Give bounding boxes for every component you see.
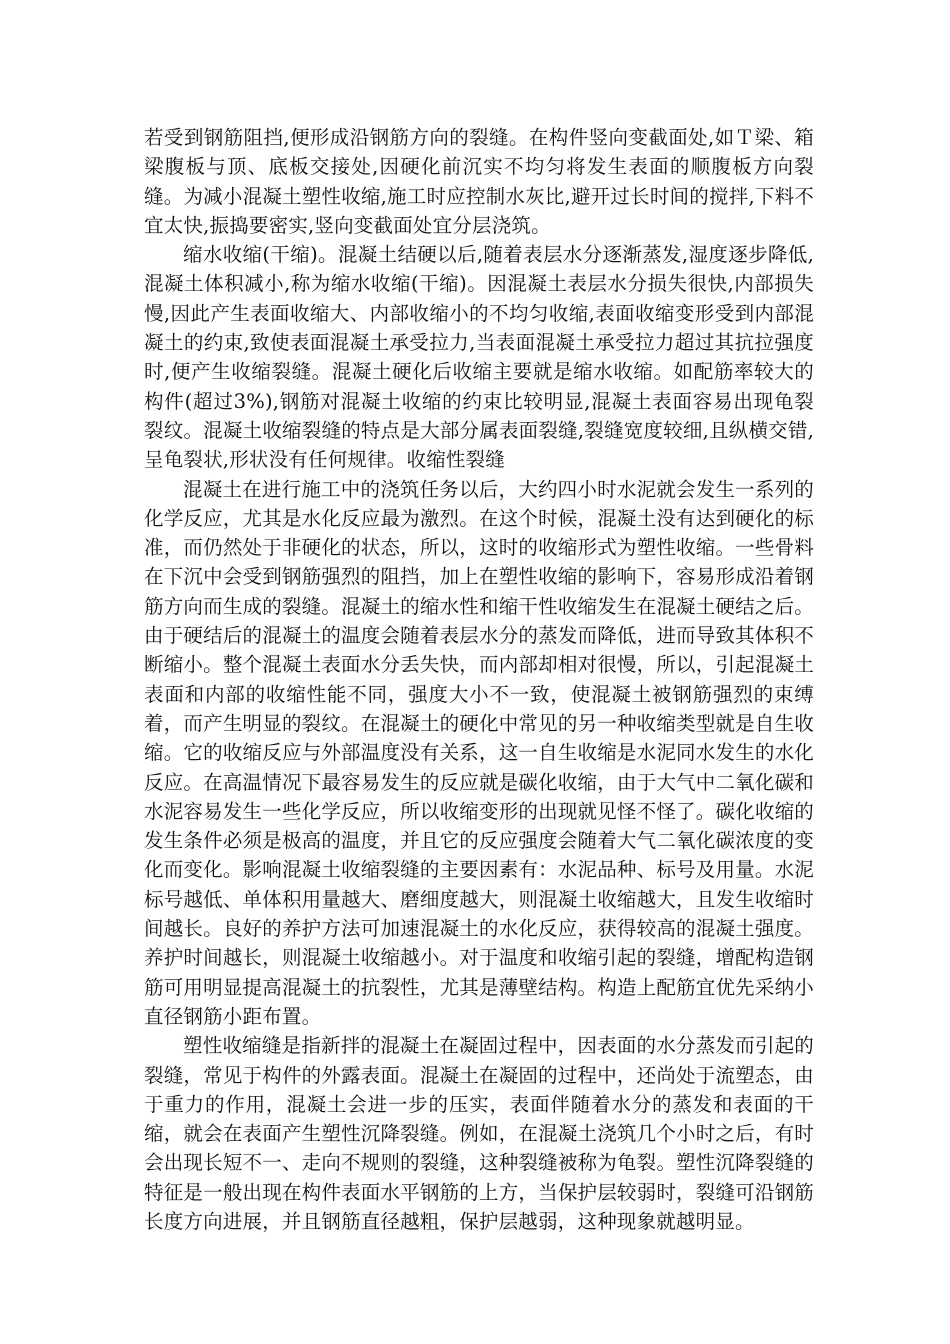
- paragraph-plastic-shrinkage: 塑性收缩缝是指新拌的混凝土在凝固过程中，因表面的水分蒸发而引起的裂缝，常见于构件的外露表面。混凝土在凝固的过程中，还尚处于流塑态，由于重力的作用，混凝土会进一步的压实，表面伴随着水分的蒸发和表面的干缩，就会在表面产生塑性沉降裂缝。例如，在混凝土浇筑几个小时之后，有时会出现长短不一、走向不规则的裂缝，这种裂缝被称为龟裂。塑性沉降裂缝的特征是一般出现在构件表面水平钢筋的上方，当保护层较弱时，裂缝可沿钢筋长度方向进展，并且钢筋直径越粗，保护层越弱，这种现象就越明显。: [144, 1034, 814, 1233]
- paragraph-continuation: 若受到钢筋阻挡,便形成沿钢筋方向的裂缝。在构件竖向变截面处,如Ｔ梁、箱梁腹板与顶、底板交接处,因硬化前沉实不均匀将发生表面的顺腹板方向裂缝。为减小混凝土塑性收缩,施工时应控制水灰比,避开过长时间的搅拌,下料不宜太快,振捣要密实,竖向变截面处宜分层浇筑。: [144, 126, 814, 237]
- document-body: [144, 123, 814, 1236]
- paragraph-dry-shrinkage: 缩水收缩(干缩)。混凝土结硬以后,随着表层水分逐渐蒸发,湿度逐步降低,混凝土体积减小,称为缩水收缩(干缩)。因混凝土表层水分损失很快,内部损失慢,因此产生表面收缩大、内部收缩小的不均匀收缩,表面收缩变形受到内部混凝土的约束,致使表面混凝土承受拉力,当表面混凝土承受拉力超过其抗拉强度时,便产生收缩裂缝。混凝土硬化后收缩主要就是缩水收缩。如配筋率较大的构件(超过3%),钢筋对混凝土收缩的约束比较明显,混凝土表面容易出现龟裂裂纹。混凝土收缩裂缝的特点是大部分属表面裂缝,裂缝宽度较细,且纵横交错,呈龟裂状,形状没有任何规律。收缩性裂缝: [144, 243, 814, 472]
- paragraph-shrinkage-cracks: 混凝土在进行施工中的浇筑任务以后，大约四小时水泥就会发生一系列的化学反应，尤其是水化反应最为激烈。在这个时候，混凝土没有达到硬化的标准，而仍然处于非硬化的状态，所以，这时的收缩形式为塑性收缩。一些骨料在下沉中会受到钢筋强烈的阻挡，加上在塑性收缩的影响下，容易形成沿着钢筋方向而生成的裂缝。混凝土的缩水性和缩干性收缩发生在混凝土硬结之后。由于硬结后的混凝土的温度会随着表层水分的蒸发而降低，进而导致其体积不断缩小。整个混凝土表面水分丢失快，而内部却相对很慢，所以，引起混凝土表面和内部的收缩性能不同，强度大小不一致，使混凝土被钢筋强烈的束缚着，而产生明显的裂纹。在混凝土的硬化中常见的另一种收缩类型就是自生收缩。它的收缩反应与外部温度没有关系，这一自生收缩是水泥同水发生的水化反应。在高温情况下最容易发生的反应就是碳化收缩，由于大气中二氧化碳和水泥容易发生一些化学反应，所以收缩变形的出现就见怪不怪了。碳化收缩的发生条件必须是极高的温度，并且它的反应强度会随着大气二氧化碳浓度的变化而变化。影响混凝土收缩裂缝的主要因素有：水泥品种、标号及用量。水泥标号越低、单体积用量越大、磨细度越大，则混凝土收缩越大，且发生收缩时间越长。良好的养护方法可加速混凝土的水化反应，获得较高的混凝土强度。养护时间越长，则混凝土收缩越小。对于温度和收缩引起的裂缝，增配构造钢筋可用明显提高混凝土的抗裂性，尤其是薄壁结构。构造上配筋宜优先采纳小直径钢筋小距布置。: [144, 477, 814, 1028]
